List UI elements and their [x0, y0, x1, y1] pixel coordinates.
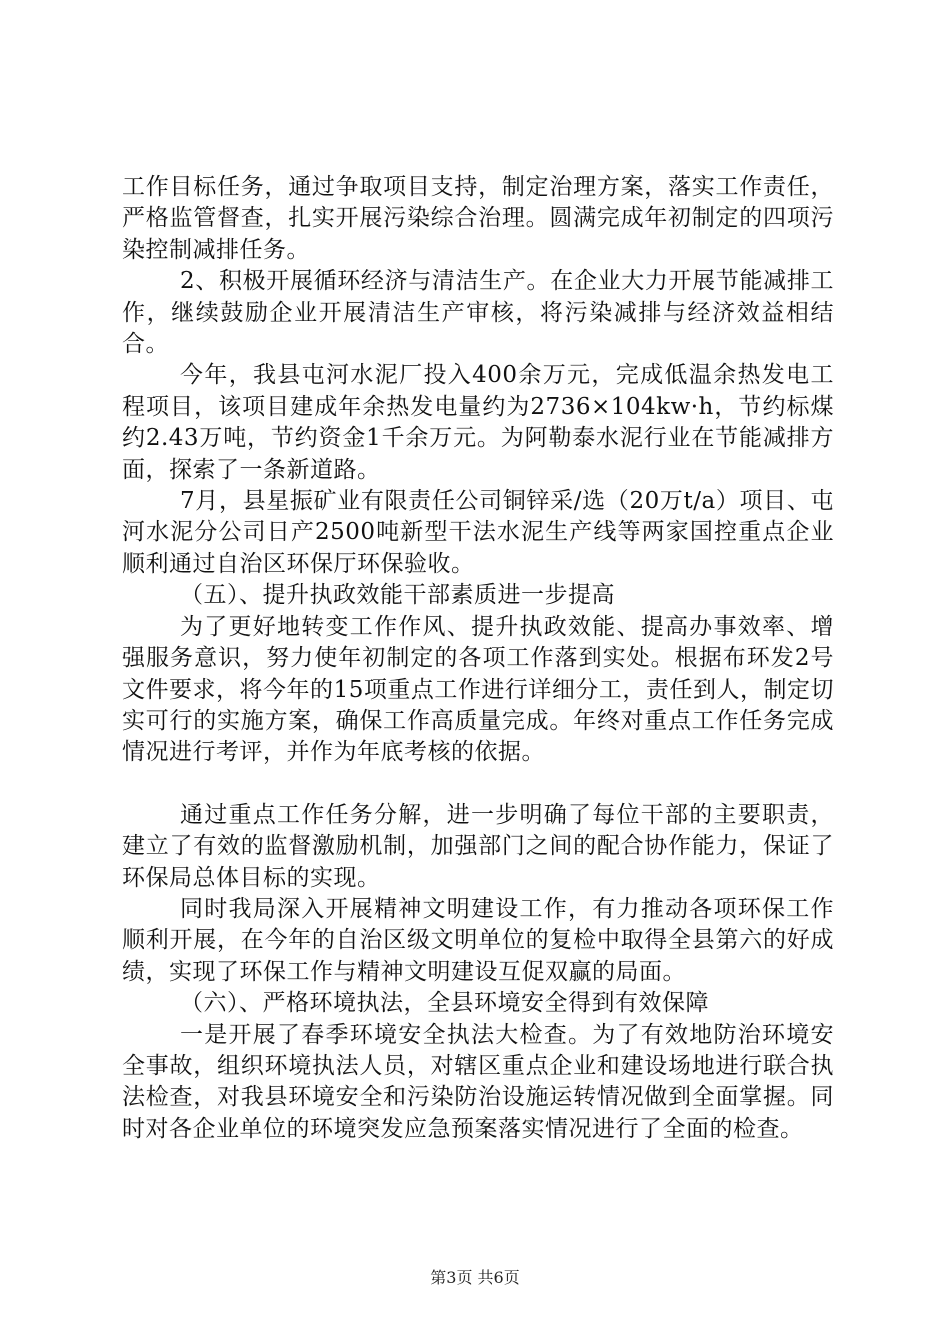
paragraph-july-acceptance: 7月，县星振矿业有限责任公司铜锌采/选（20万t/a）项目、屯河水泥分公司日产2500吨新型干法水泥生产线等两家国控重点企业顺利通过自治区环保厅环保验收。 [122, 488, 834, 577]
page-footer: 第3页 共6页 [430, 1268, 520, 1287]
paragraph-civilization: 同时我局深入开展精神文明建设工作，有力推动各项环保工作顺利开展，在今年的自治区级文明单位的复检中取得全县第六的好成绩，实现了环保工作与精神文明建设互促双赢的局面。 [122, 895, 834, 985]
section-heading-6: （六）、严格环境执法，全县环境安全得到有效保障 [180, 990, 709, 1017]
document-body [122, 172, 834, 1145]
paragraph-work-style: 为了更好地转变工作作风、提升执政效能、提高办事效率、增强服务意识，努力使年初制定的各项工作落到实处。根据布环发2号文件要求，将今年的15项重点工作进行详细分工，责任到人，制定切实可行的实施方案，确保工作高质量完成。年终对重点工作任务完成情况进行考评，并作为年底考核的依据。 [122, 613, 834, 766]
paragraph-spring-inspection: 一是开展了春季环境安全执法大检查。为了有效地防治环境安全事故，组织环境执法人员，对辖区重点企业和建设场地进行联合执法检查，对我县环境安全和污染防治设施运转情况做到全面掌握。同时对各企业单位的环境突发应急预案落实情况进行了全面的检查。 [122, 1021, 834, 1142]
paragraph-continuation: 工作目标任务，通过争取项目支持，制定治理方案，落实工作责任，严格监管督查，扎实开展污染综合治理。圆满完成年初制定的四项污染控制减排任务。 [122, 174, 834, 263]
section-heading-5: （五）、提升执政效能干部素质进一步提高 [180, 582, 615, 609]
paragraph-gap [122, 769, 834, 800]
paragraph-circular-economy: 2、积极开展循环经济与清洁生产。在企业大力开展节能减排工作，继续鼓励企业开展清洁生产审核，将污染减排与经济效益相结合。 [122, 268, 834, 358]
paragraph-task-breakdown: 通过重点工作任务分解，进一步明确了每位干部的主要职责，建立了有效的监督激励机制，加强部门之间的配合协作能力，保证了环保局总体目标的实现。 [122, 801, 834, 891]
paragraph-cement-plant: 今年，我县屯河水泥厂投入400余万元，完成低温余热发电工程项目，该项目建成年余热发电量约为2736×104kw·h，节约标煤约2.43万吨，节约资金1千余万元。为阿勒泰水泥行业在节能减排方面，探索了一条新道路。 [122, 362, 834, 483]
